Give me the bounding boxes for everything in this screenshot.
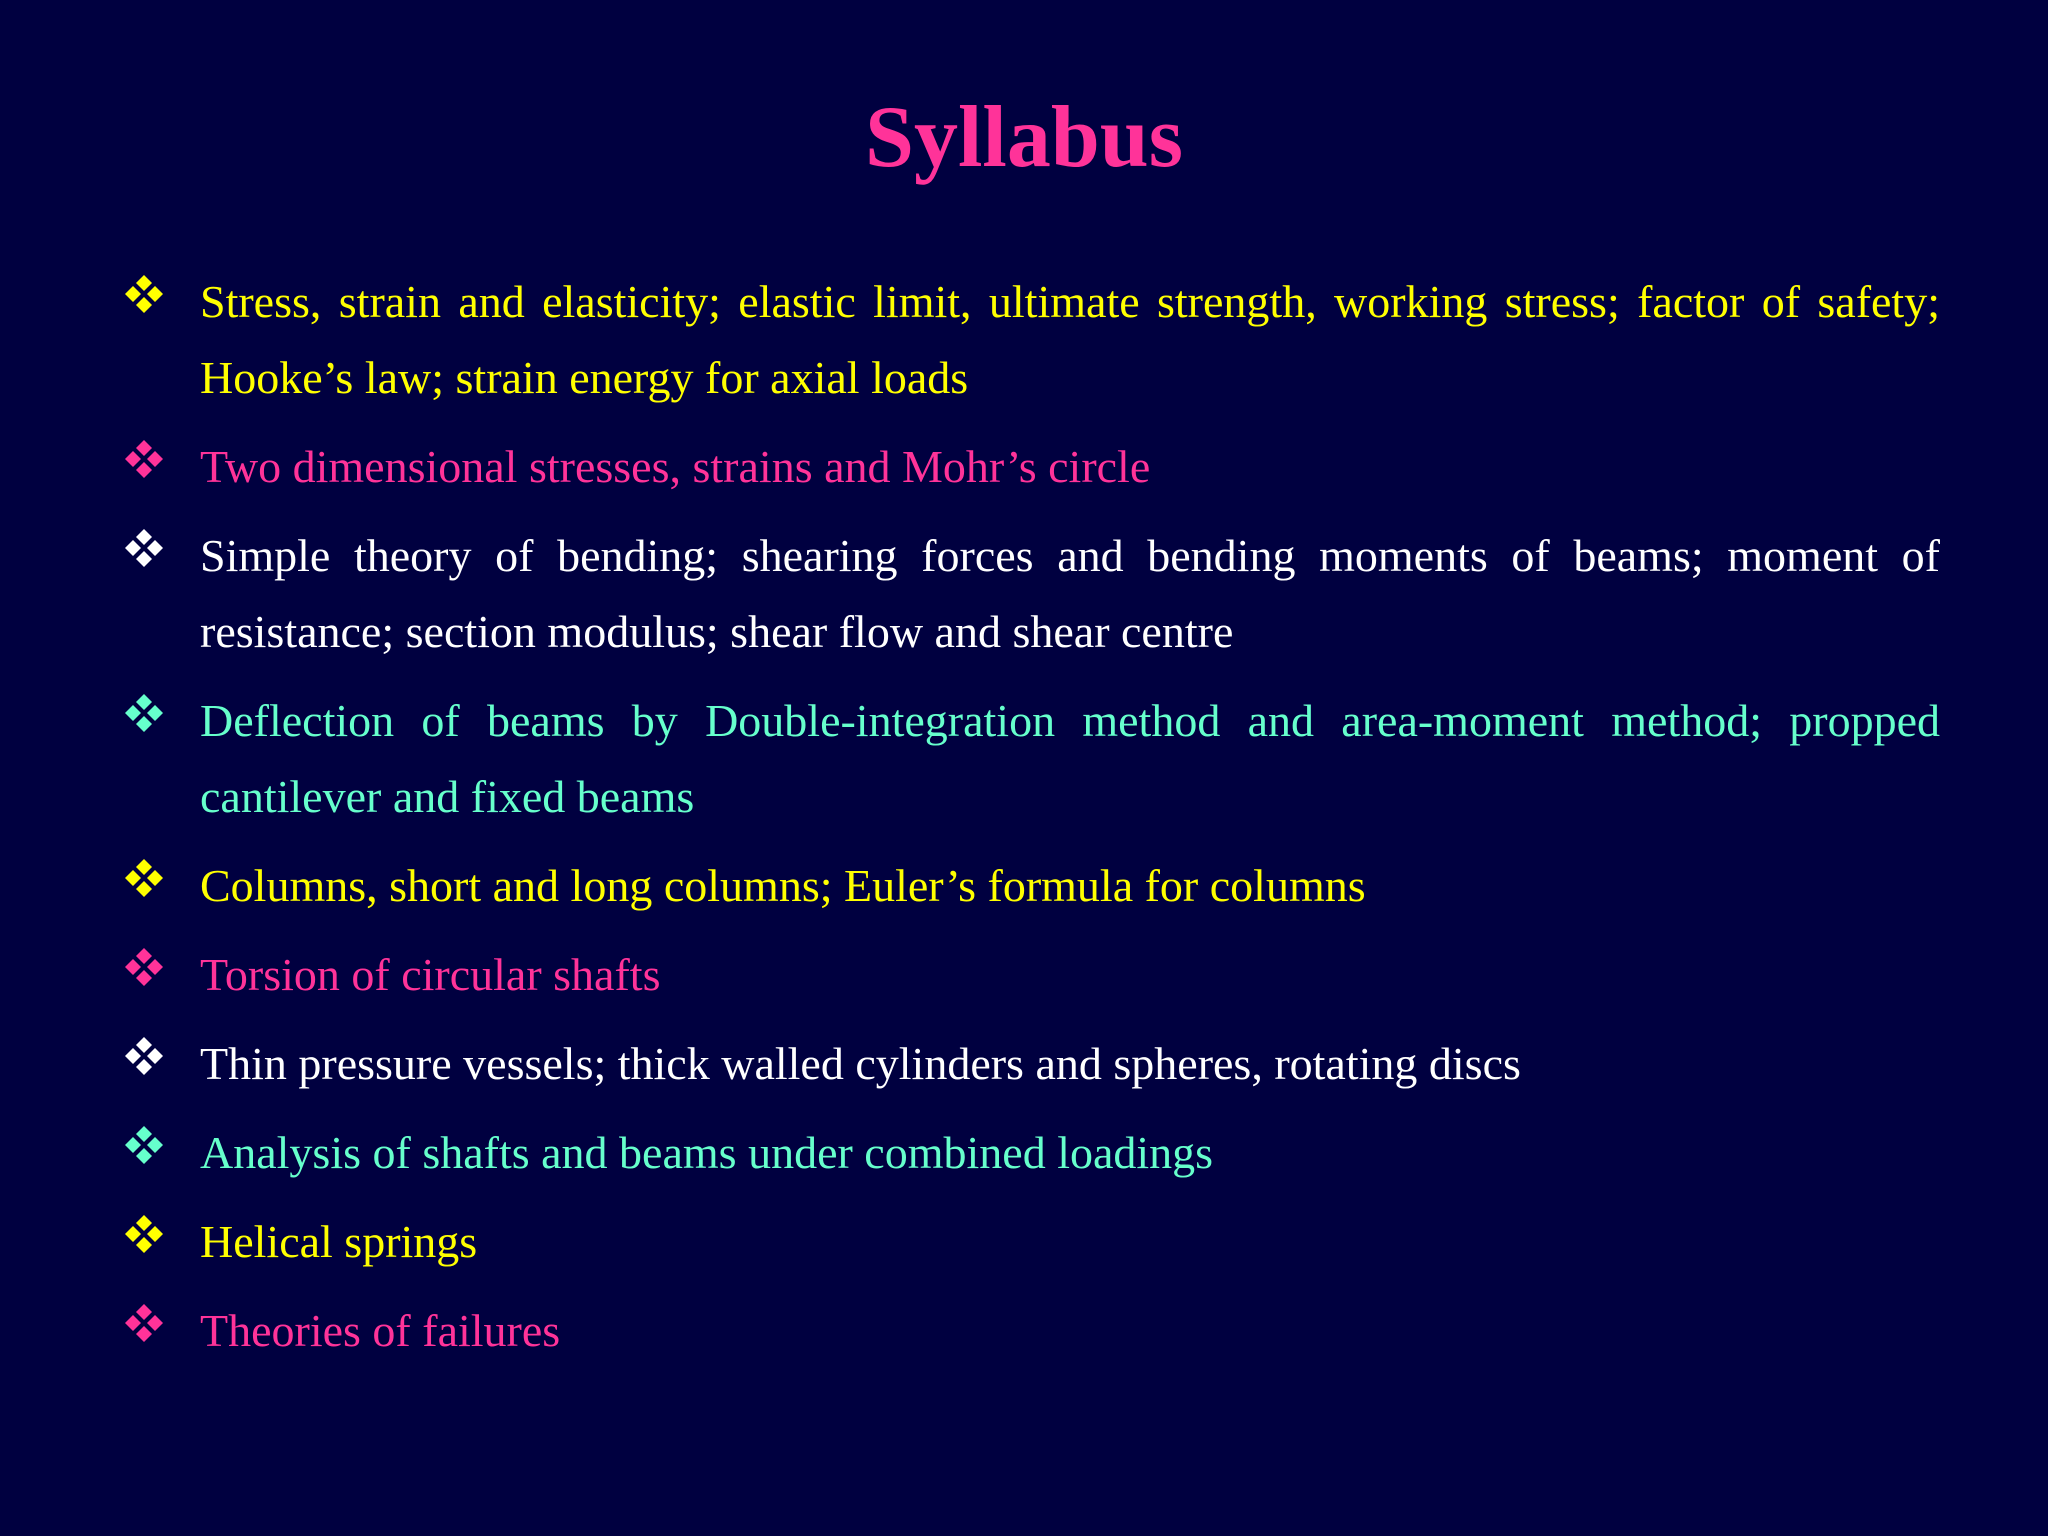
syllabus-item-text: Theories of failures: [200, 1305, 561, 1356]
four-diamond-bullet-icon: [124, 1125, 164, 1165]
syllabus-item-text: Stress, strain and elasticity; elastic limit, ultimate strength, working stress; factor of safety; Hooke’s law; strain energy for axial loads: [200, 276, 1940, 403]
syllabus-item-text: Two dimensional stresses, strains and Mohr’s circle: [200, 441, 1151, 492]
slide-title: Syllabus: [865, 89, 1183, 186]
syllabus-item: [124, 429, 1940, 505]
syllabus-item-text: Helical springs: [200, 1216, 478, 1267]
syllabus-item: [124, 937, 1940, 1013]
syllabus-item: [124, 1115, 1940, 1191]
four-diamond-bullet-icon: [124, 1036, 164, 1076]
syllabus-item: [124, 1293, 1940, 1369]
syllabus-item-text: Thin pressure vessels; thick walled cylinders and spheres, rotating discs: [200, 1038, 1521, 1089]
syllabus-list: [124, 264, 1940, 1382]
four-diamond-bullet-icon: [124, 858, 164, 898]
syllabus-item: [124, 848, 1940, 924]
four-diamond-bullet-icon: [124, 947, 164, 987]
syllabus-item: [124, 1204, 1940, 1280]
syllabus-item-text: Torsion of circular shafts: [200, 949, 661, 1000]
syllabus-item-text: Columns, short and long columns; Euler’s formula for columns: [200, 860, 1366, 911]
four-diamond-bullet-icon: [124, 1214, 164, 1254]
syllabus-item-text: Simple theory of bending; shearing forces and bending moments of beams; moment of resistance; section modulus; shear flow and shear centre: [200, 530, 1940, 657]
four-diamond-bullet-icon: [124, 1303, 164, 1343]
four-diamond-bullet-icon: [124, 439, 164, 479]
syllabus-item-text: Analysis of shafts and beams under combined loadings: [200, 1127, 1214, 1178]
syllabus-item: [124, 1026, 1940, 1102]
four-diamond-bullet-icon: [124, 693, 164, 733]
four-diamond-bullet-icon: [124, 528, 164, 568]
syllabus-item: [124, 683, 1940, 835]
syllabus-item: [124, 264, 1940, 416]
syllabus-item: [124, 518, 1940, 670]
syllabus-item-text: Deflection of beams by Double-integration method and area-moment method; propped cantilever and fixed beams: [200, 695, 1940, 822]
four-diamond-bullet-icon: [124, 274, 164, 314]
